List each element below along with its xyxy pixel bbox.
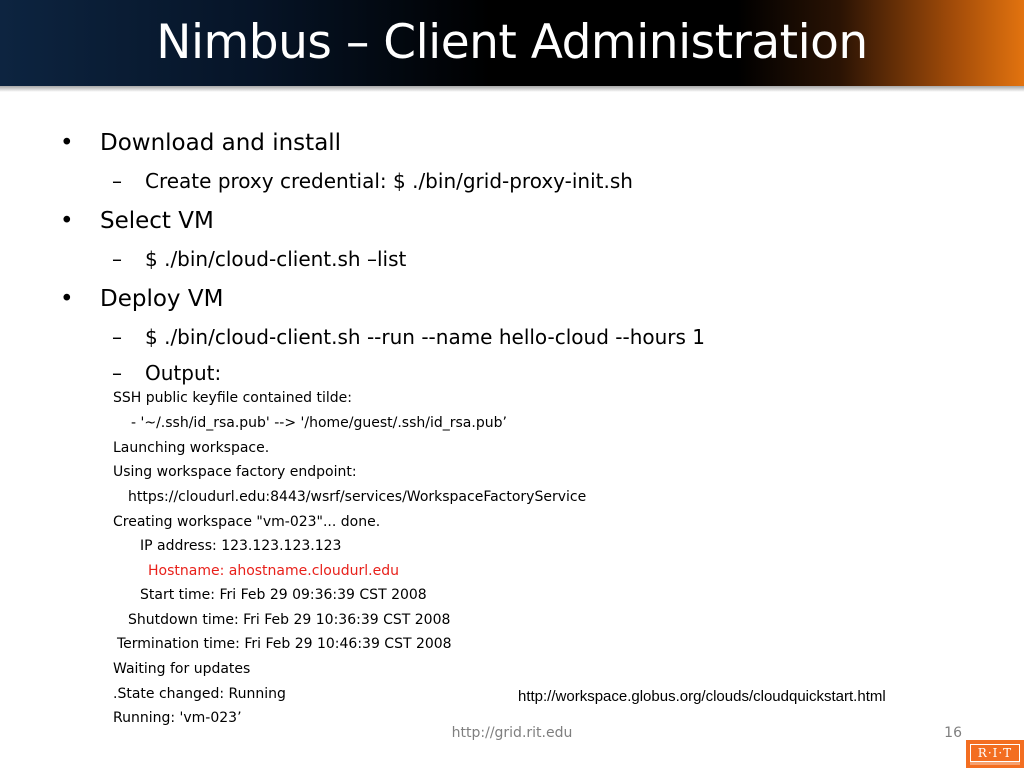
output-line: Start time: Fri Feb 29 09:36:39 CST 2008	[140, 587, 427, 603]
title-bar-shadow	[0, 86, 1024, 92]
subbullet-text: $ ./bin/cloud-client.sh --run --name hello-cloud --hours 1	[145, 325, 706, 349]
output-line: SSH public keyfile contained tilde:	[113, 390, 353, 406]
output-line: Termination time: Fri Feb 29 10:46:39 CST 2008	[117, 636, 452, 652]
reference-link[interactable]: http://workspace.globus.org/clouds/cloudquickstart.html	[518, 688, 886, 705]
output-line: Using workspace factory endpoint:	[113, 464, 357, 480]
subbullet-text: Create proxy credential: $ ./bin/grid-proxy-init.sh	[145, 169, 633, 193]
subbullet-text: $ ./bin/cloud-client.sh –list	[145, 247, 407, 271]
dash-icon: –	[112, 361, 122, 385]
slide-title: Nimbus – Client Administration	[156, 15, 868, 70]
rit-logo-tagline-bar	[970, 761, 1020, 765]
bullet-dot-icon: •	[60, 130, 74, 156]
dash-icon: –	[112, 247, 122, 271]
output-line: Launching workspace.	[113, 440, 270, 456]
dash-icon: –	[112, 325, 122, 349]
output-line: Waiting for updates	[113, 661, 251, 677]
page-number: 16	[944, 725, 962, 741]
footer-url: http://grid.rit.edu	[451, 725, 573, 741]
output-line: Shutdown time: Fri Feb 29 10:36:39 CST 2008	[128, 612, 451, 628]
bullet-text: Select VM	[100, 208, 214, 234]
dash-icon: –	[112, 169, 122, 193]
subbullet-text: Output:	[145, 361, 222, 385]
rit-logo	[966, 740, 1024, 768]
output-line: https://cloudurl.edu:8443/wsrf/services/WorkspaceFactoryService	[128, 489, 587, 505]
output-line: IP address: 123.123.123.123	[140, 538, 342, 554]
rit-logo-text: R·I·T	[970, 744, 1020, 762]
bullet-dot-icon: •	[60, 286, 74, 312]
output-line-hostname: Hostname: ahostname.cloudurl.edu	[148, 563, 399, 579]
output-line: - '~/.ssh/id_rsa.pub' --> '/home/guest/.ssh/id_rsa.pub’	[131, 415, 507, 431]
bullet-text: Download and install	[100, 130, 342, 156]
output-line: Creating workspace "vm-023"... done.	[113, 514, 381, 530]
bullet-dot-icon: •	[60, 208, 74, 234]
output-line: .State changed: Running	[113, 686, 286, 702]
bullet-text: Deploy VM	[100, 286, 224, 312]
output-line: Running: 'vm-023’	[113, 710, 242, 726]
